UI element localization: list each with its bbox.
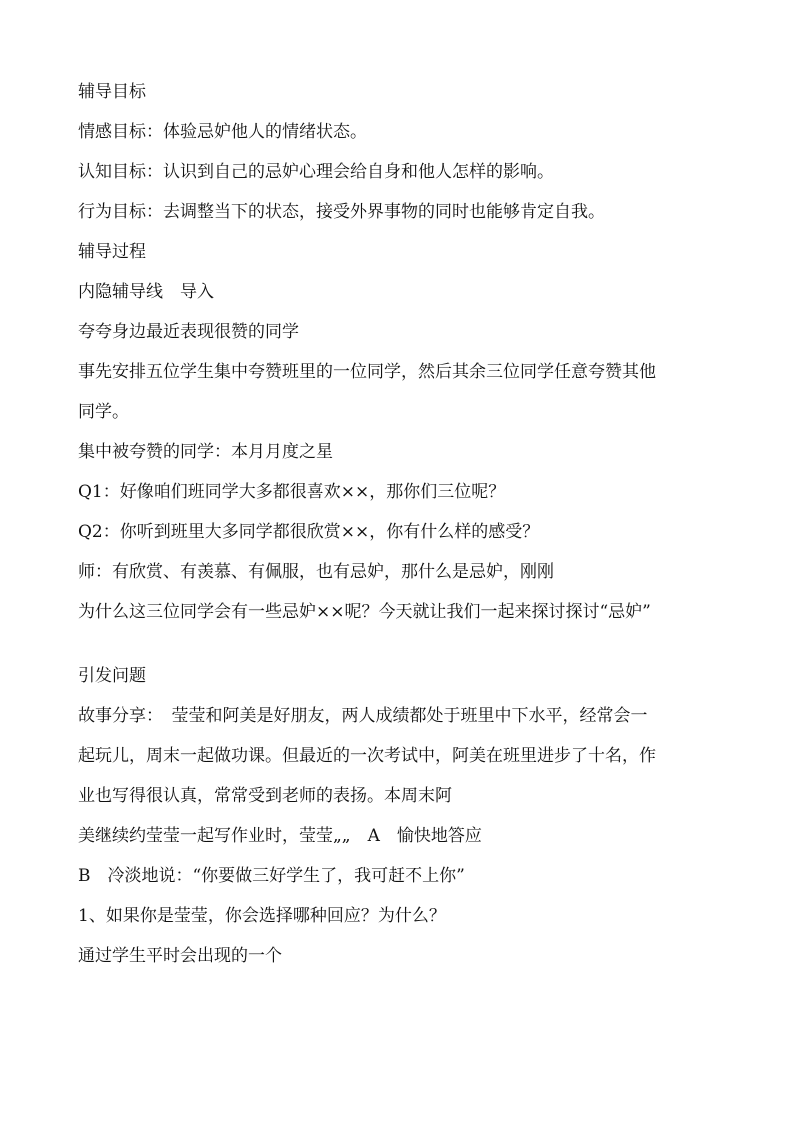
question-1: Q1：好像咱们班同学大多都很喜欢××，那你们三位呢？ — [78, 482, 506, 502]
discussion-question-1: 1、如果你是莹莹，你会选择哪种回应？为什么？ — [78, 906, 446, 926]
document-page — [78, 80, 728, 968]
implicit-line-intro: 内隐辅导线 导入 — [78, 282, 214, 302]
story-option-b: B 冷淡地说：“你要做三好学生了，我可赶不上你” — [78, 866, 465, 886]
cognitive-goal: 认知目标：认识到自己的忌妒心理会给自身和他人怎样的影响。 — [78, 162, 554, 182]
story-option-a: 美继续约莹莹一起写作业时，莹莹„„ A 愉快地答应 — [78, 826, 482, 846]
heading-counseling-process: 辅导过程 — [78, 242, 146, 262]
heading-raise-question: 引发问题 — [78, 666, 146, 686]
question-2: Q2：你听到班里大多同学都很欣赏××，你有什么样的感受？ — [78, 522, 540, 542]
paragraph-spacer — [78, 624, 728, 664]
praise-activity: 夸夸身边最近表现很赞的同学 — [78, 322, 299, 342]
teacher-line-1: 师：有欣赏、有羡慕、有佩服，也有忌妒，那什么是忌妒，刚刚 — [78, 562, 554, 582]
teacher-line-2: 为什么这三位同学会有一些忌妒××呢？今天就让我们一起来探讨探讨“忌妒” — [78, 602, 651, 622]
star-of-month: 集中被夸赞的同学：本月月度之星 — [78, 442, 333, 462]
story-line-2: 起玩儿，周末一起做功课。但最近的一次考试中，阿美在班里进步了十名，作 — [78, 746, 656, 766]
behavioral-goal: 行为目标：去调整当下的状态，接受外界事物的同时也能够肯定自我。 — [78, 202, 605, 222]
heading-counseling-goals: 辅导目标 — [78, 82, 146, 102]
emotional-goal: 情感目标：体验忌妒他人的情绪状态。 — [78, 122, 367, 142]
story-line-1: 故事分享： 莹莹和阿美是好朋友，两人成绩都处于班里中下水平，经常会一 — [78, 706, 648, 726]
story-line-3: 业也写得很认真，常常受到老师的表扬。本周末阿 — [78, 786, 452, 806]
arrangement-line-2: 同学。 — [78, 402, 129, 422]
closing-line: 通过学生平时会出现的一个 — [78, 946, 282, 966]
arrangement-line-1: 事先安排五位学生集中夸赞班里的一位同学，然后其余三位同学任意夸赞其他 — [78, 362, 656, 382]
